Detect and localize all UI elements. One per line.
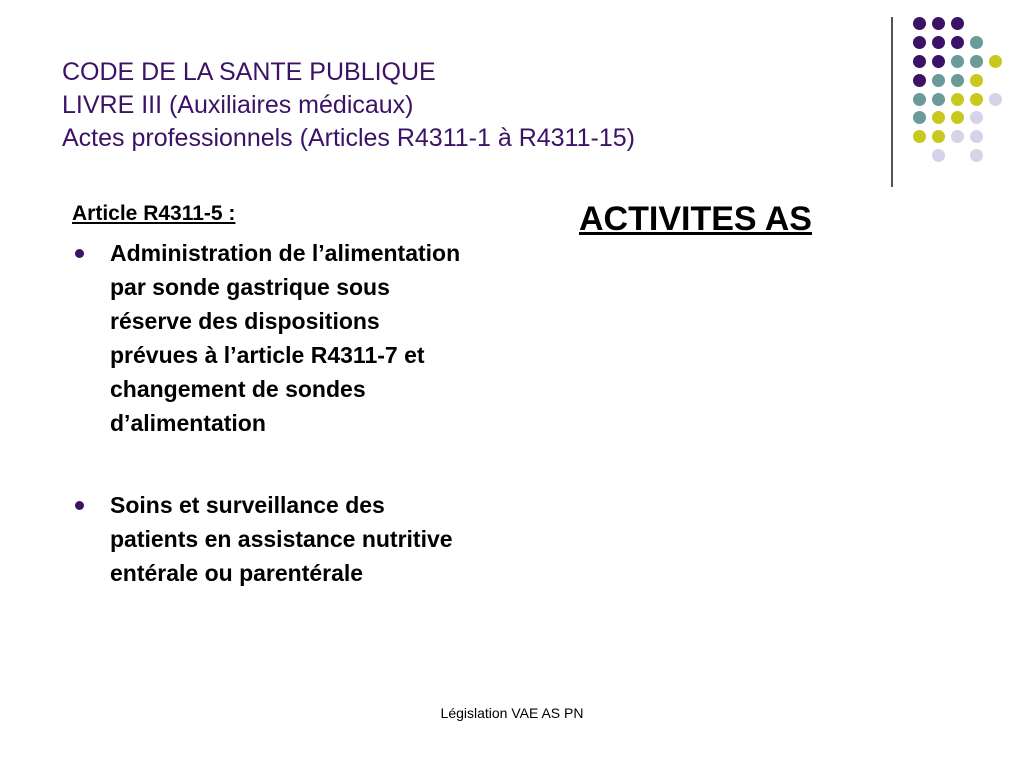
decorative-dot xyxy=(970,36,983,49)
bullet-2-line-3: entérale ou parentérale xyxy=(110,560,364,586)
decorative-dot xyxy=(989,55,1002,68)
decorative-dot xyxy=(989,93,1002,106)
bullet-2-line-2: patients en assistance nutritive xyxy=(110,526,453,552)
decorative-dot xyxy=(970,93,983,106)
decorative-dot xyxy=(951,17,964,30)
decorative-dot xyxy=(932,74,945,87)
bullet-1-line-1: Administration de l’alimentation xyxy=(110,240,461,266)
footer-text: Législation VAE AS PN xyxy=(440,705,584,721)
decorative-dot xyxy=(913,55,926,68)
decorative-dot xyxy=(932,36,945,49)
decorative-dot xyxy=(913,93,926,106)
bullet-1-line-5: changement de sondes xyxy=(110,376,366,402)
decorative-dot xyxy=(913,130,926,143)
bullet-1-line-2: par sonde gastrique sous xyxy=(110,274,390,300)
decorative-dot xyxy=(951,93,964,106)
decorative-dot xyxy=(913,17,926,30)
bullet-dot-icon xyxy=(75,501,84,510)
decorative-dot xyxy=(913,74,926,87)
decorative-dot xyxy=(932,93,945,106)
bullet-item-2 xyxy=(72,488,552,590)
decorative-dot xyxy=(932,111,945,124)
article-heading: Article R4311-5 : xyxy=(72,202,236,225)
bullet-2-line-1: Soins et surveillance des xyxy=(110,492,385,518)
bullet-1-line-4: prévues à l’article R4311-7 et xyxy=(110,342,425,368)
decorative-dot xyxy=(932,17,945,30)
content-column xyxy=(72,200,552,590)
decorative-dot xyxy=(932,55,945,68)
bullet-1-line-6: d’alimentation xyxy=(110,410,266,436)
decorative-dot xyxy=(970,130,983,143)
decorative-dot xyxy=(951,36,964,49)
title-line-1: CODE DE LA SANTE PUBLIQUE xyxy=(62,58,436,86)
decorative-dot xyxy=(970,149,983,162)
decorative-dot xyxy=(913,111,926,124)
decorative-dot xyxy=(913,36,926,49)
decorative-dot xyxy=(951,74,964,87)
title-line-2: LIVRE III (Auxiliaires médicaux) xyxy=(62,91,414,119)
bullet-item-1 xyxy=(72,236,552,440)
bullet-1-line-3: réserve des dispositions xyxy=(110,308,380,334)
decorative-dot xyxy=(951,130,964,143)
vertical-divider xyxy=(891,17,893,187)
decorative-dot xyxy=(970,111,983,124)
slide-title xyxy=(62,56,635,155)
decorative-dot xyxy=(932,149,945,162)
decorative-dot xyxy=(951,111,964,124)
decorative-dot xyxy=(951,55,964,68)
title-line-3: Actes professionnels (Articles R4311-1 à R4311-15) xyxy=(62,124,635,152)
decorative-dot xyxy=(970,55,983,68)
bullet-dot-icon xyxy=(75,249,84,258)
activities-heading: ACTIVITES AS xyxy=(579,200,812,238)
decorative-dot xyxy=(932,130,945,143)
decorative-dot xyxy=(970,74,983,87)
